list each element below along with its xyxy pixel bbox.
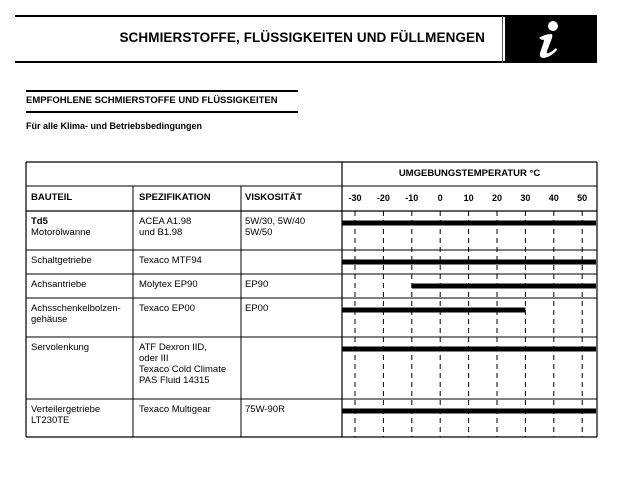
specification: und B1.98 [139,227,183,238]
specification: Texaco Multigear [139,404,211,415]
temperature-range-bar [342,409,596,414]
tick-label: 50 [577,193,588,203]
page-title: SCHMIERSTOFFE, FLÜSSIGKEITEN UND FÜLLMENGEN [119,30,485,45]
tick-label: 0 [437,193,443,203]
component-name: Motorölwanne [31,227,91,238]
viscosity: 5W/30, 5W/40 [245,216,306,227]
component-name: LT230TE [31,415,70,426]
tick-label: -30 [348,193,362,203]
component-name: Servolenkung [31,342,90,353]
specification: Texaco MTF94 [139,255,202,266]
viscosity: 5W/50 [245,227,273,238]
temperature-range-bar [342,221,596,226]
temperature-header: UMGEBUNGSTEMPERATUR °C [398,168,541,179]
tick-label: -10 [405,193,419,203]
temperature-range-bar [342,308,525,313]
column-header-viskositaet: VISKOSITÄT [245,192,303,203]
tick-label: 10 [463,193,474,203]
temperature-range-bar [342,260,596,265]
component-name: gehäuse [31,314,68,325]
component-name: Schaltgetriebe [31,255,92,266]
section-subtitle: Für alle Klima- und Betriebsbedingungen [26,121,203,131]
tick-label: 20 [491,193,503,203]
specification: ATF Dexron IID, [139,342,207,353]
tick-label: -20 [376,193,390,203]
temperature-range-bar [342,347,596,352]
specification: Texaco EP00 [139,303,195,314]
column-header-bauteil: BAUTEIL [31,192,73,203]
tick-label: 30 [520,193,531,203]
temperature-range-bar [412,284,596,289]
viscosity: 75W-90R [245,404,285,415]
column-header-spezifikation: SPEZIFIKATION [139,192,211,203]
component-name: Achsantriebe [31,279,87,290]
specification: oder III [139,353,169,364]
section-title: EMPFOHLENE SCHMIERSTOFFE UND FLÜSSIGKEITEN [26,95,278,106]
component-name: Achsschenkelbolzen- [31,303,121,314]
specification: ACEA A1.98 [139,216,192,227]
component-model: Td5 [31,216,48,227]
specification: PAS Fluid 14315 [139,375,210,386]
component-name: Verteilergetriebe [31,404,101,415]
tick-label: 40 [548,193,559,203]
specification: Molytex EP90 [139,279,198,290]
specification: Texaco Cold Climate [139,364,227,375]
viscosity: EP90 [245,279,269,290]
viscosity: EP00 [245,303,269,314]
